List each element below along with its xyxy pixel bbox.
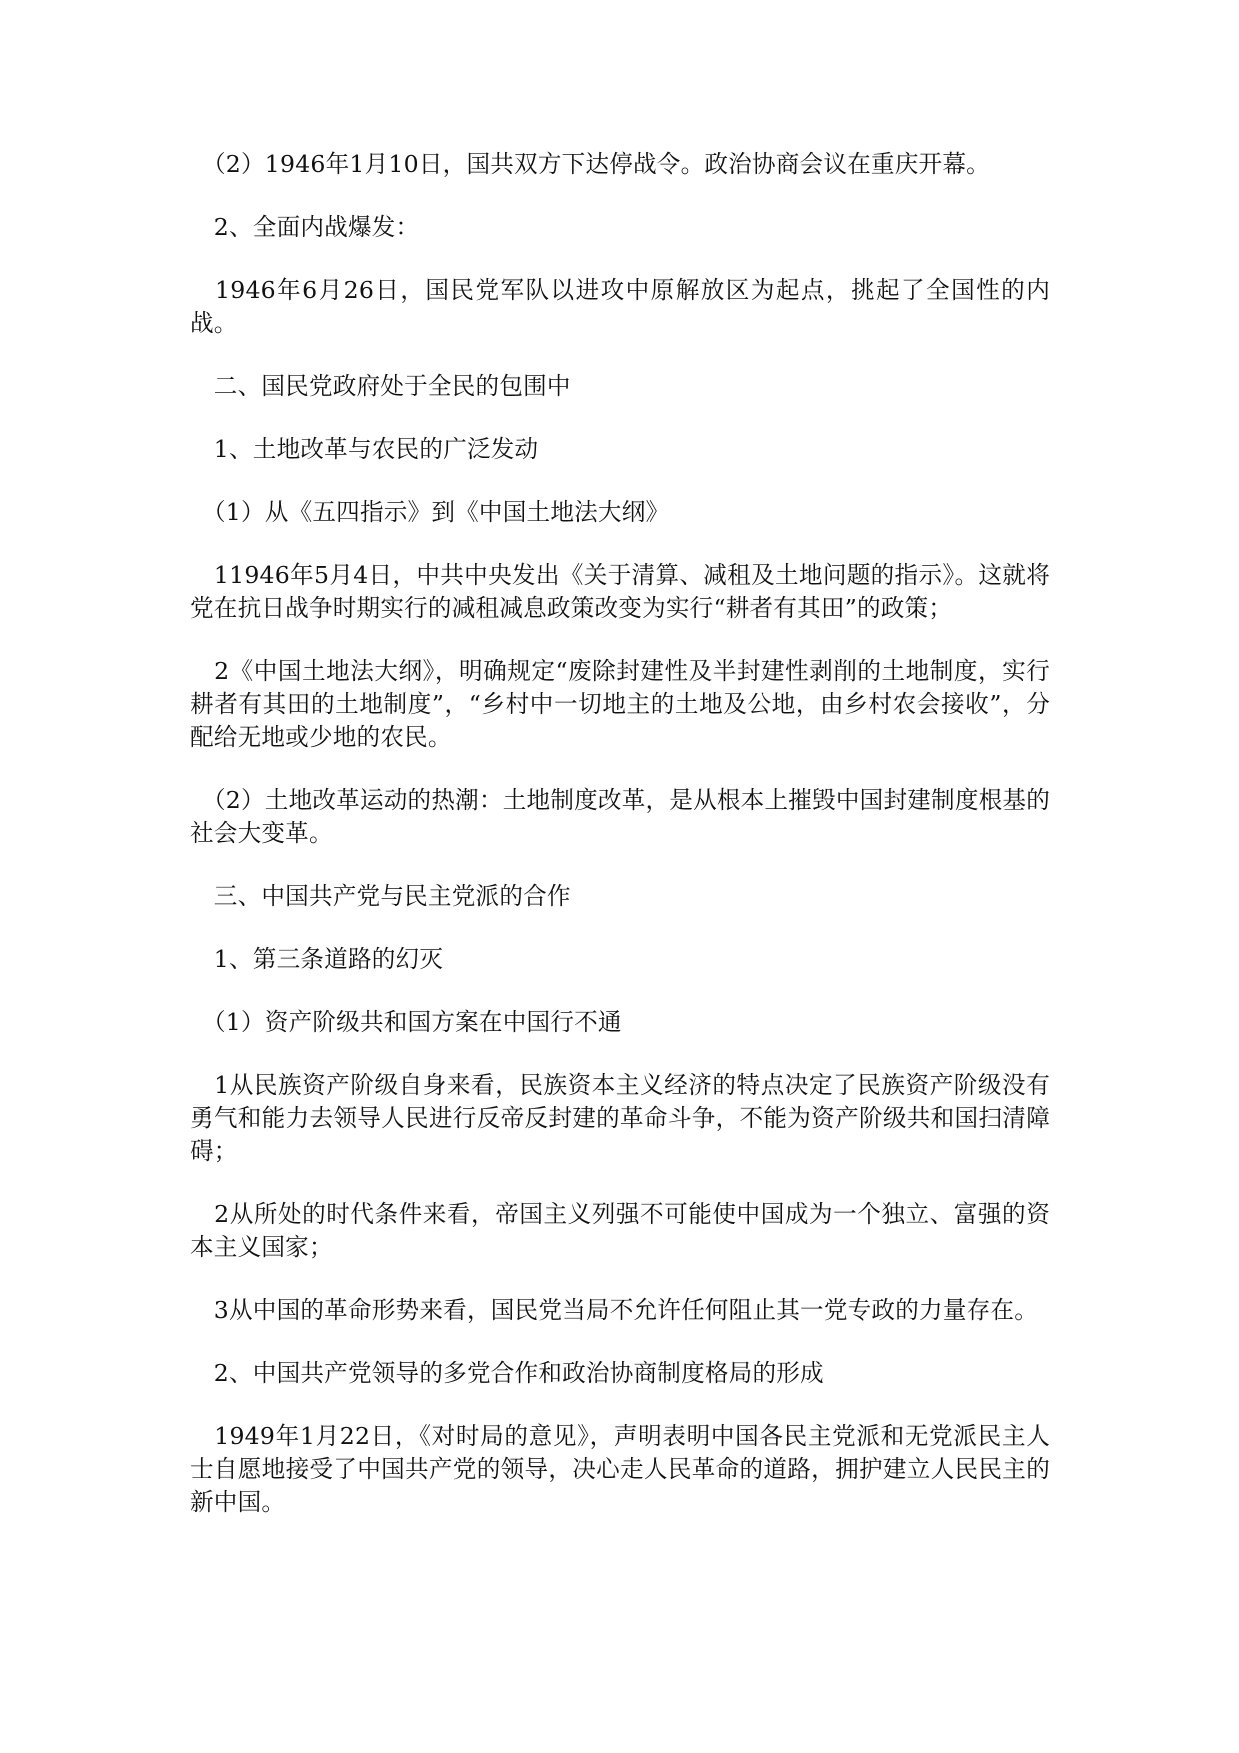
heading-civil-war-outbreak: 2、全面内战爆发： bbox=[190, 213, 420, 241]
paragraph-directive-1946: 11946年5月4日，中共中央发出《关于清算、减租及土地问题的指示》。这就将党在抗日战争时期实行的减租减息政策改变为实行“耕者有其田”的政策； bbox=[190, 561, 1050, 622]
subheading-may-fourth-directive: （1）从《五四指示》到《中国土地法大纲》 bbox=[190, 498, 670, 526]
paragraph-land-law-outline: 2《中国土地法大纲》，明确规定“废除封建性及半封建性剥削的土地制度，实行耕者有其田的土地制度”，“乡村中一切地主的土地及公地，由乡村农会接收”，分配给无地或少地的农民。 bbox=[190, 657, 1050, 751]
paragraph-opinion-1949: 1949年1月22日，《对时局的意见》，声明表明中国各民主党派和无党派民主人士自愿地接受了中国共产党的领导，决心走人民革命的道路，拥护建立人民民主的新中国。 bbox=[190, 1422, 1050, 1516]
heading-third-road: 1、第三条道路的幻灭 bbox=[190, 945, 444, 973]
paragraph-reason-3: 3从中国的革命形势来看，国民党当局不允许任何阻止其一党专政的力量存在。 bbox=[190, 1296, 1038, 1324]
subheading-bourgeois-republic: （1）资产阶级共和国方案在中国行不通 bbox=[190, 1008, 622, 1036]
section-heading-3: 三、中国共产党与民主党派的合作 bbox=[190, 882, 571, 910]
section-heading-2: 二、国民党政府处于全民的包围中 bbox=[190, 372, 571, 400]
paragraph-reason-2: 2从所处的时代条件来看，帝国主义列强不可能使中国成为一个独立、富强的资本主义国家； bbox=[190, 1200, 1050, 1261]
heading-multiparty-cooperation: 2、中国共产党领导的多党合作和政治协商制度格局的形成 bbox=[190, 1359, 824, 1387]
document-body bbox=[190, 148, 1050, 1549]
heading-land-reform: 1、土地改革与农民的广泛发动 bbox=[190, 435, 539, 463]
paragraph-civil-war-start: 1946年6月26日，国民党军队以进攻中原解放区为起点，挑起了全国性的内战。 bbox=[190, 276, 1050, 337]
paragraph-land-reform-wave: （2）土地改革运动的热潮：土地制度改革，是从根本上摧毁中国封建制度根基的社会大变革。 bbox=[190, 786, 1050, 847]
paragraph-ceasefire-order: （2）1946年1月10日，国共双方下达停战令。政治协商会议在重庆开幕。 bbox=[190, 150, 990, 178]
paragraph-reason-1: 1从民族资产阶级自身来看，民族资本主义经济的特点决定了民族资产阶级没有勇气和能力去领导人民进行反帝反封建的革命斗争，不能为资产阶级共和国扫清障碍； bbox=[190, 1071, 1050, 1165]
